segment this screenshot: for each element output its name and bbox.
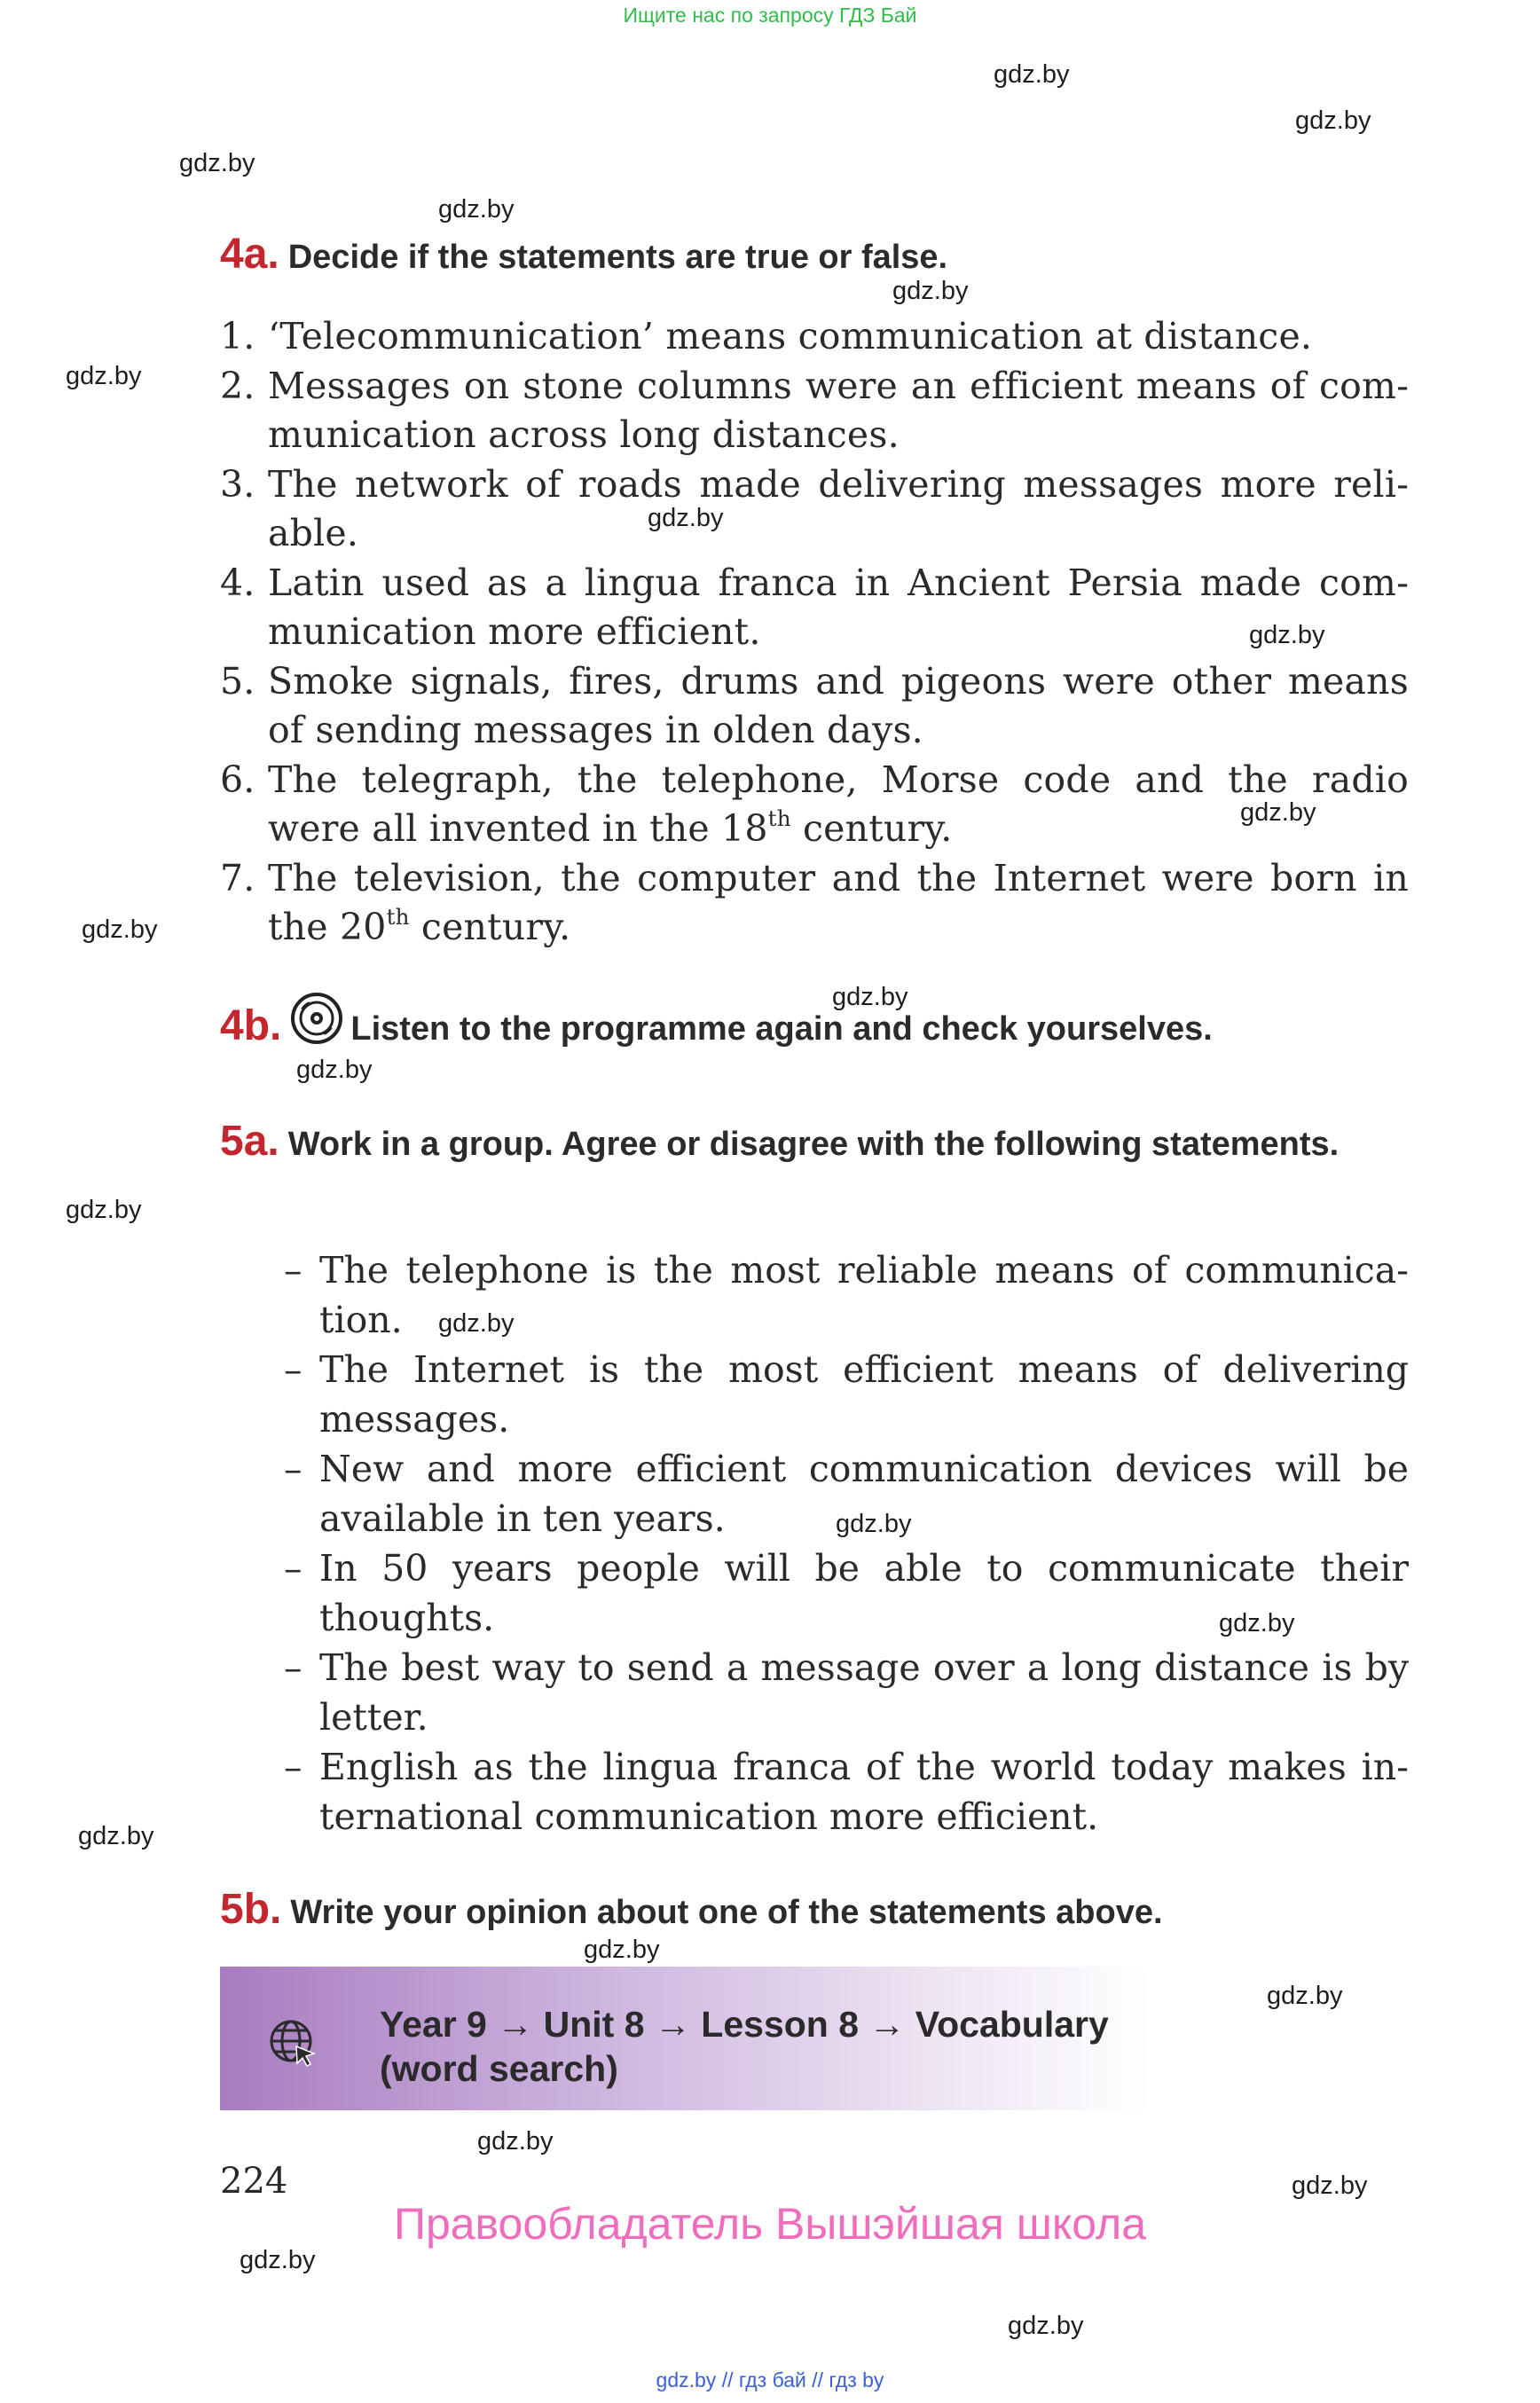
item-text-start: The telegraph, the telephone, Morse code and the radio were all invented in the 18 [268,758,1409,850]
watermark: gdz.by [1219,1609,1295,1637]
banner-title[interactable] [380,2002,1125,2091]
task-number: 4a. [220,231,279,278]
ordinal-suffix: th [767,805,791,831]
watermark: gdz.by [296,1056,373,1084]
item-text: In 50 years people will be able to communicate their thoughts. [319,1547,1409,1639]
task-number: 5a. [220,1118,279,1165]
list-item [284,1245,1409,1345]
list-item [284,1444,1409,1543]
task-4a-heading [220,232,1409,279]
watermark: gdz.by [1008,2312,1084,2340]
bullet-dash: – [284,1547,302,1590]
watermark: gdz.by [584,1936,660,1964]
task-instruction: Write your opinion about one of the statements above. [290,1894,1163,1931]
watermark: gdz.by [1249,621,1325,649]
watermark: gdz.by [994,60,1070,89]
item-text [268,756,1409,854]
page-number: 224 [220,2161,288,2202]
list-item [220,657,1409,756]
task-number: 4b. [220,1002,282,1049]
item-text: ‘Telecommunication’ means communication at distance. [268,315,1313,357]
bullet-dash: – [284,1249,302,1292]
watermark: gdz.by [1267,1982,1343,2010]
item-number: 5. [220,659,255,703]
item-text: English as the lingua franca of the world today makes international communication more efficient. [319,1746,1409,1838]
item-text: Latin used as a lingua franca in Ancient Persia made communication more efficient. [268,561,1409,653]
bullet-dash: – [284,1746,302,1788]
online-resource-banner[interactable] [220,1967,1150,2110]
list-item [284,1643,1409,1742]
task-5a-heading [220,1119,1409,1166]
task-5b-heading [220,1888,1409,1935]
item-number: 3. [220,462,255,506]
bottom-links[interactable]: gdz.by // гдз бай // гдз by [656,2368,884,2391]
item-number: 6. [220,758,255,801]
copyright-footer: Правообладатель Вышэйшая школа [394,2199,1146,2249]
task-instruction: Decide if the statements are true or false. [287,239,948,276]
top-search-banner: Ищите нас по запросу ГДЗ Бай [623,4,917,27]
item-text-end: century. [790,807,953,850]
item-text: The telephone is the most reliable means of communication. [319,1249,1409,1341]
watermark: gdz.by [648,504,724,532]
bullet-dash: – [284,1448,302,1490]
list-item [220,312,1409,362]
list-item [284,1742,1409,1842]
watermark: gdz.by [836,1510,912,1538]
watermark: gdz.by [1292,2171,1368,2200]
task-number: 5b. [220,1886,282,1933]
item-number: 4. [220,561,255,604]
task-instruction: Listen to the programme again and check yourselves. [350,1010,1213,1048]
item-text: Messages on stone columns were an efficient means of communication across long distances. [268,364,1409,456]
watermark: gdz.by [477,2127,554,2156]
banner-subtitle: (word search) [380,2048,618,2089]
list-item [284,1345,1409,1444]
bullet-dash: – [284,1646,302,1689]
item-text: The Internet is the most efficient means of delivering messages. [319,1348,1409,1441]
watermark: gdz.by [240,2246,316,2274]
watermark: gdz.by [1240,798,1316,827]
watermark: gdz.by [66,1196,142,1224]
watermark: gdz.by [82,915,158,944]
list-item [220,854,1409,953]
discussion-statements-list [284,1245,1409,1842]
item-text-start: The television, the computer and the Internet were born in the 20 [268,856,1409,948]
item-text [268,854,1409,953]
watermark: gdz.by [179,149,255,177]
item-text: New and more efficient communication devices will be available in ten years. [319,1448,1409,1540]
item-text-end: century. [409,906,571,948]
list-item [220,756,1409,854]
list-item [220,559,1409,657]
item-text: Smoke signals, fires, drums and pigeons were other means of sending messages in olden days. [268,659,1409,751]
bullet-dash: – [284,1348,302,1391]
watermark: gdz.by [1295,106,1371,135]
task-instruction: Work in a group. Agree or disagree with the following statements. [287,1126,1340,1163]
list-item [220,362,1409,460]
globe-cursor-icon [268,2018,318,2068]
watermark: gdz.by [438,195,515,224]
item-number: 7. [220,856,255,899]
watermark: gdz.by [66,362,142,390]
watermark: gdz.by [832,983,908,1011]
statements-list [220,312,1409,953]
item-number: 2. [220,364,255,407]
ordinal-suffix: th [386,903,410,930]
item-number: 1. [220,315,255,357]
watermark: gdz.by [438,1309,515,1338]
banner-path: Year 9 → Unit 8 → Lesson 8 → Vocabulary [380,2004,1109,2045]
item-text: The network of roads made delivering messages more reliable. [268,462,1409,554]
watermark: gdz.by [892,277,969,305]
cd-audio-icon[interactable] [290,992,343,1045]
item-text: The best way to send a message over a long distance is by letter. [319,1646,1409,1739]
list-item [284,1543,1409,1643]
task-4b-heading [220,992,1409,1051]
list-item [220,460,1409,559]
watermark: gdz.by [78,1822,154,1850]
